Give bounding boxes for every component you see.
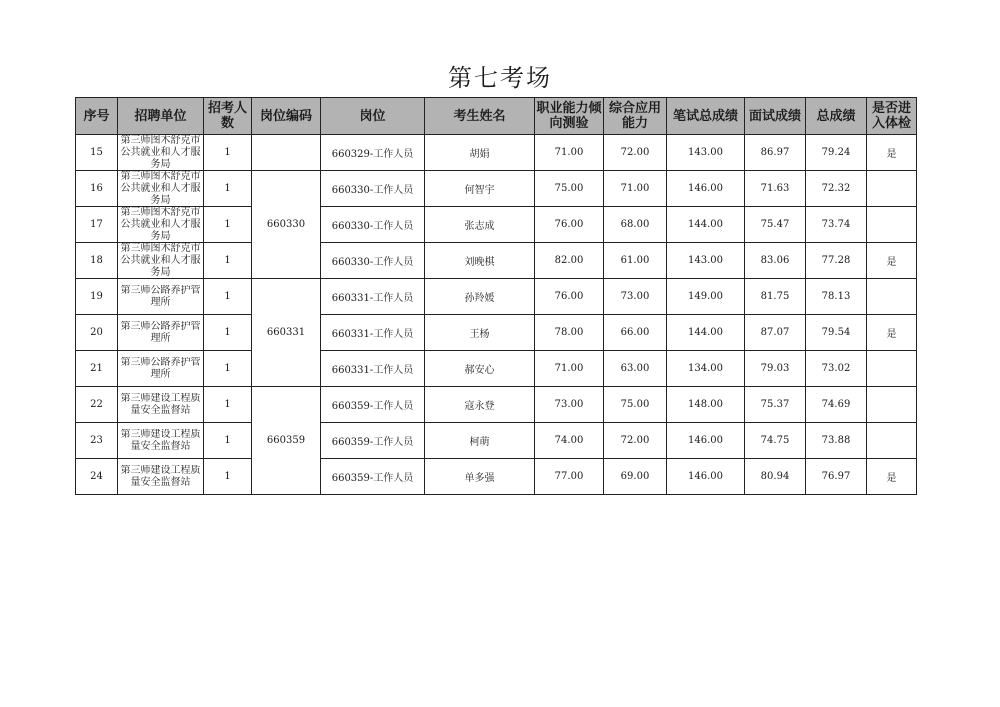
cell-total: 79.24 [806,135,867,171]
cell-unit [118,459,204,495]
table-row [76,387,917,423]
header-applied: 综合应用能力 [604,98,667,135]
cell-total: 77.28 [806,243,867,279]
cell-quota: 1 [204,387,252,423]
cell-aptitude: 82.00 [535,243,604,279]
cell-written-total: 143.00 [667,243,745,279]
cell-interview: 79.03 [745,351,806,387]
cell-seq: 23 [76,423,118,459]
cell-physical-exam [867,207,917,243]
cell-unit [118,315,204,351]
cell-post: 660330-工作人员 [321,171,425,207]
table-row [76,207,917,243]
cell-interview: 87.07 [745,315,806,351]
cell-interview: 75.37 [745,387,806,423]
cell-written-total: 149.00 [667,279,745,315]
cell-unit [118,135,204,171]
table-row [76,351,917,387]
cell-applied: 72.00 [604,135,667,171]
cell-applied: 71.00 [604,171,667,207]
cell-physical-exam: 是 [867,459,917,495]
exam-results-table [75,97,917,495]
cell-interview: 71.63 [745,171,806,207]
cell-total: 73.74 [806,207,867,243]
table-row [76,243,917,279]
cell-name: 何智宇 [425,171,535,207]
cell-quota: 1 [204,459,252,495]
header-interview: 面试成绩 [745,98,806,135]
cell-seq: 22 [76,387,118,423]
cell-post-code: 660359 [252,387,321,495]
cell-name: 柯萌 [425,423,535,459]
cell-interview: 75.47 [745,207,806,243]
cell-unit-text: 第三师建设工程质量安全监督站 [120,428,201,452]
cell-post: 660331-工作人员 [321,279,425,315]
cell-seq: 18 [76,243,118,279]
cell-written-total: 146.00 [667,459,745,495]
cell-unit-text: 第三师建设工程质量安全监督站 [120,392,201,416]
cell-quota: 1 [204,207,252,243]
cell-seq: 15 [76,135,118,171]
cell-written-total: 143.00 [667,135,745,171]
cell-physical-exam: 是 [867,315,917,351]
cell-name: 王杨 [425,315,535,351]
header-post: 岗位 [321,98,425,135]
header-total: 总成绩 [806,98,867,135]
cell-aptitude: 76.00 [535,279,604,315]
cell-applied: 72.00 [604,423,667,459]
cell-unit [118,207,204,243]
cell-quota: 1 [204,135,252,171]
cell-quota: 1 [204,279,252,315]
cell-physical-exam: 是 [867,243,917,279]
cell-aptitude: 75.00 [535,171,604,207]
header-seq: 序号 [76,98,118,135]
cell-name: 郝安心 [425,351,535,387]
cell-aptitude: 74.00 [535,423,604,459]
cell-name: 张志成 [425,207,535,243]
table-row [76,171,917,207]
cell-name: 刘晚棋 [425,243,535,279]
page-title: 第七考场 [448,64,552,92]
table-row [76,279,917,315]
cell-applied: 63.00 [604,351,667,387]
table-row [76,459,917,495]
cell-seq: 24 [76,459,118,495]
cell-post: 660330-工作人员 [321,243,425,279]
cell-aptitude: 71.00 [535,351,604,387]
cell-post: 660359-工作人员 [321,387,425,423]
cell-written-total: 144.00 [667,207,745,243]
cell-post-code: 660330 [252,171,321,279]
cell-unit-text: 第三师图木舒克市公共就业和人才服务局 [120,171,201,206]
cell-unit-text: 第三师公路养护管理所 [120,284,201,308]
cell-name: 胡娟 [425,135,535,171]
header-quota: 招考人数 [204,98,252,135]
cell-name: 孙羚媛 [425,279,535,315]
cell-applied: 69.00 [604,459,667,495]
header-name: 考生姓名 [425,98,535,135]
cell-unit [118,279,204,315]
cell-seq: 21 [76,351,118,387]
cell-applied: 61.00 [604,243,667,279]
cell-written-total: 134.00 [667,351,745,387]
cell-quota: 1 [204,351,252,387]
cell-physical-exam [867,279,917,315]
cell-unit [118,351,204,387]
table-row [76,423,917,459]
cell-quota: 1 [204,423,252,459]
cell-total: 78.13 [806,279,867,315]
header-written-total: 笔试总成绩 [667,98,745,135]
header-physical-exam: 是否进入体检 [867,98,917,135]
cell-interview: 86.97 [745,135,806,171]
cell-applied: 66.00 [604,315,667,351]
cell-seq: 19 [76,279,118,315]
cell-physical-exam [867,387,917,423]
cell-post: 660330-工作人员 [321,207,425,243]
cell-seq: 20 [76,315,118,351]
cell-post: 660331-工作人员 [321,315,425,351]
cell-applied: 73.00 [604,279,667,315]
cell-quota: 1 [204,171,252,207]
cell-unit [118,387,204,423]
cell-total: 74.69 [806,387,867,423]
cell-aptitude: 78.00 [535,315,604,351]
cell-written-total: 146.00 [667,171,745,207]
cell-aptitude: 76.00 [535,207,604,243]
cell-unit-text: 第三师图木舒克市公共就业和人才服务局 [120,207,201,242]
cell-physical-exam [867,351,917,387]
cell-written-total: 144.00 [667,315,745,351]
cell-unit-text: 第三师建设工程质量安全监督站 [120,464,201,488]
cell-aptitude: 71.00 [535,135,604,171]
cell-post: 660329-工作人员 [321,135,425,171]
cell-unit [118,171,204,207]
cell-total: 73.88 [806,423,867,459]
header-post-code: 岗位编码 [252,98,321,135]
cell-total: 72.32 [806,171,867,207]
header-unit: 招聘单位 [118,98,204,135]
cell-applied: 75.00 [604,387,667,423]
cell-quota: 1 [204,243,252,279]
cell-total: 73.02 [806,351,867,387]
cell-aptitude: 77.00 [535,459,604,495]
cell-quota: 1 [204,315,252,351]
cell-physical-exam [867,423,917,459]
cell-name: 单多强 [425,459,535,495]
cell-seq: 16 [76,171,118,207]
table-row [76,135,917,171]
cell-unit [118,243,204,279]
cell-seq: 17 [76,207,118,243]
cell-aptitude: 73.00 [535,387,604,423]
table-row [76,315,917,351]
cell-unit [118,423,204,459]
cell-written-total: 146.00 [667,423,745,459]
cell-interview: 81.75 [745,279,806,315]
cell-interview: 83.06 [745,243,806,279]
cell-post: 660359-工作人员 [321,423,425,459]
cell-unit-text: 第三师公路养护管理所 [120,356,201,380]
cell-post: 660359-工作人员 [321,459,425,495]
cell-post-code: 660331 [252,279,321,387]
cell-total: 79.54 [806,315,867,351]
cell-unit-text: 第三师图木舒克市公共就业和人才服务局 [120,243,201,278]
header-aptitude: 职业能力倾向测验 [535,98,604,135]
cell-name: 寇永登 [425,387,535,423]
cell-interview: 74.75 [745,423,806,459]
cell-physical-exam: 是 [867,135,917,171]
cell-unit-text: 第三师公路养护管理所 [120,320,201,344]
cell-post-code [252,135,321,171]
cell-applied: 68.00 [604,207,667,243]
cell-total: 76.97 [806,459,867,495]
cell-physical-exam [867,171,917,207]
cell-post: 660331-工作人员 [321,351,425,387]
cell-written-total: 148.00 [667,387,745,423]
cell-interview: 80.94 [745,459,806,495]
header-row [76,98,917,135]
cell-unit-text: 第三师图木舒克市公共就业和人才服务局 [120,135,201,170]
